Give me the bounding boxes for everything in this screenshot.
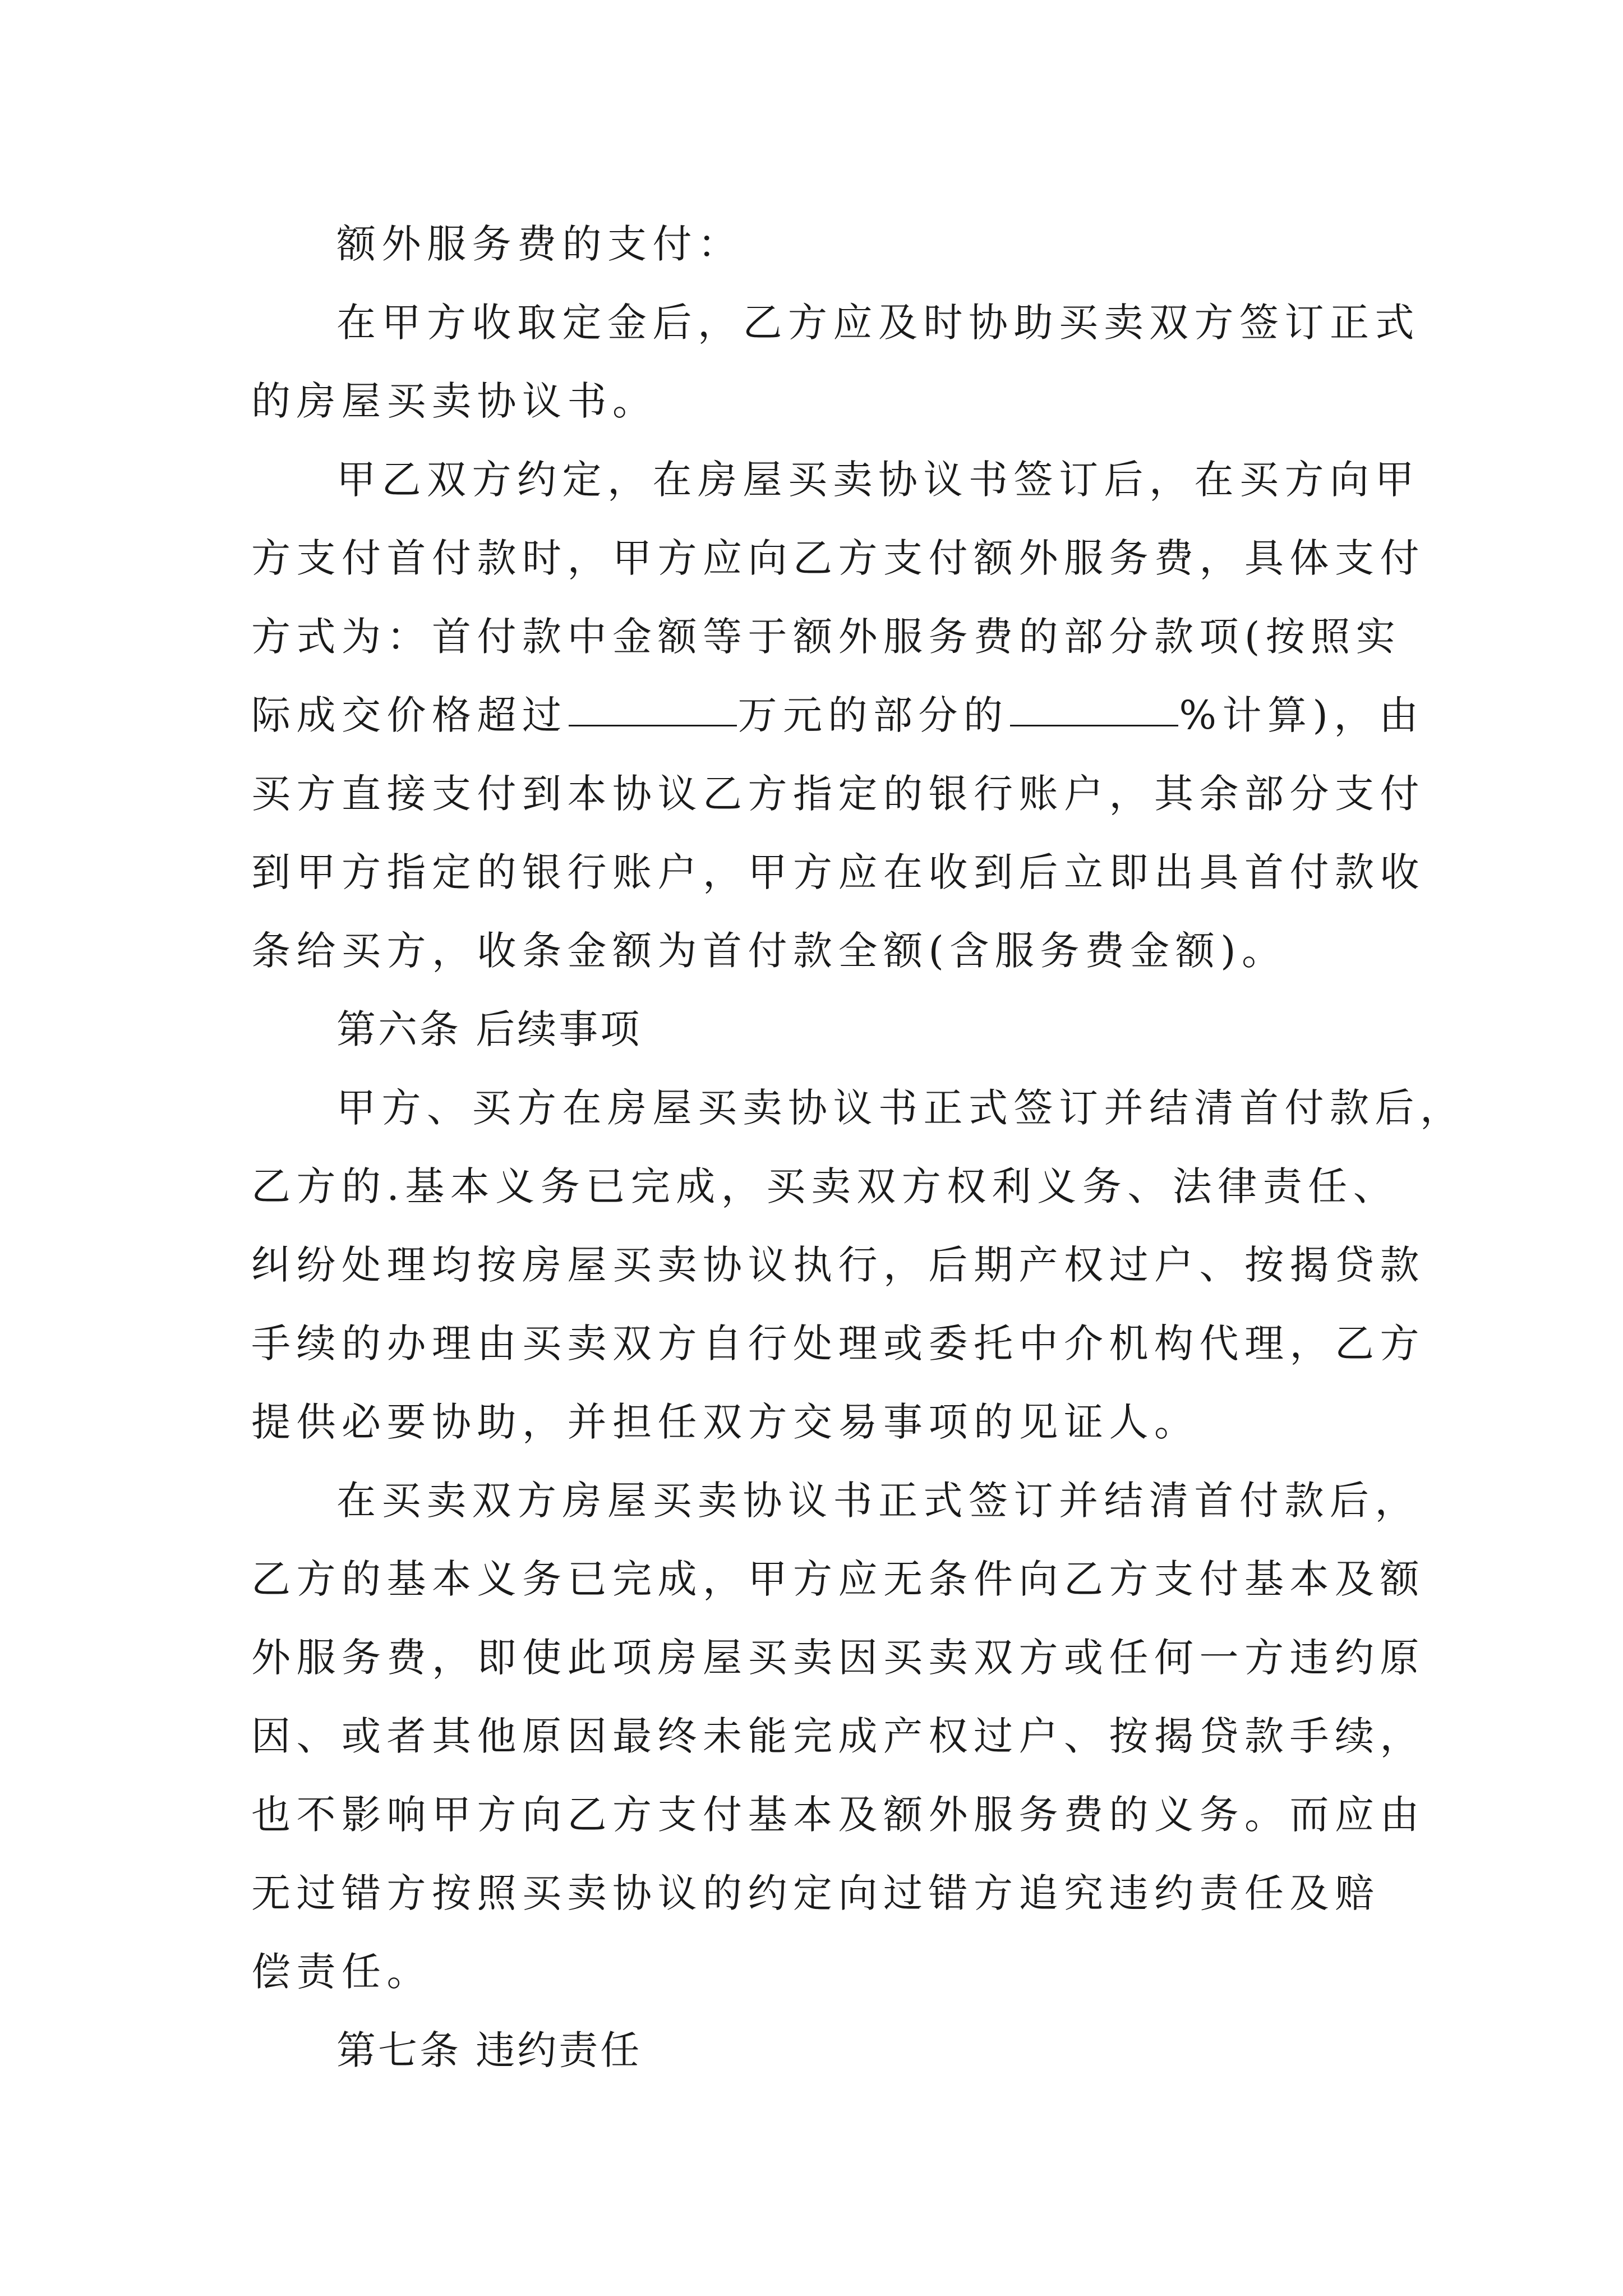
- fill-in-blank-percent: [1010, 724, 1178, 726]
- paragraph-line: 甲乙双方约定，在房屋买卖协议书签订后，在买方向甲: [336, 457, 1420, 503]
- paragraph-line: 乙方的基本义务已完成，甲方应无条件向乙方支付基本及额: [251, 1556, 1425, 1602]
- article-heading: 第六条 后续事项: [336, 1006, 642, 1052]
- paragraph-line: 手续的办理由买卖双方自行处理或委托中介机构代理，乙方: [251, 1320, 1425, 1366]
- line-text: 万元的部分的: [737, 692, 1009, 738]
- paragraph-line: 乙方的.基本义务已完成，买卖双方权利义务、法律责任、: [251, 1163, 1399, 1209]
- paragraph-line: 额外服务费的支付：: [336, 221, 743, 267]
- paragraph-line: 在买卖双方房屋买卖协议书正式签订并结清首付款后，: [336, 1478, 1420, 1524]
- paragraph-line: 无过错方按照买卖协议的约定向过错方追究违约责任及赔: [251, 1870, 1380, 1916]
- paragraph-line-with-blanks: [251, 676, 1424, 754]
- paragraph-line: 偿责任。: [251, 1949, 432, 1995]
- fill-in-blank-amount: [569, 724, 737, 726]
- paragraph-line: 在甲方收取定金后，乙方应及时协助买卖双方签订正式: [336, 300, 1420, 346]
- line-text: 际成交价格超过: [251, 692, 568, 738]
- paragraph-line: 纠纷处理均按房屋买卖协议执行，后期产权过户、按揭贷款: [251, 1242, 1425, 1288]
- paragraph-line: 方支付首付款时，甲方应向乙方支付额外服务费，具体支付: [251, 535, 1425, 581]
- paragraph-line: 提供必要协助，并担任双方交易事项的见证人。: [251, 1399, 1200, 1445]
- paragraph-line: 甲方、买方在房屋买卖协议书正式签订并结清首付款后，: [336, 1085, 1465, 1131]
- paragraph-line: 买方直接支付到本协议乙方指定的银行账户，其余部分支付: [251, 771, 1425, 817]
- document-body: [251, 205, 1465, 2090]
- line-text: %计算)，由: [1179, 692, 1424, 738]
- paragraph-line: 条给买方，收条金额为首付款全额(含服务费金额)。: [251, 928, 1287, 974]
- paragraph-line: 因、或者其他原因最终未能完成产权过户、按揭贷款手续，: [251, 1713, 1425, 1759]
- paragraph-line: 到甲方指定的银行账户，甲方应在收到后立即出具首付款收: [251, 849, 1425, 895]
- article-heading: 第七条 违约责任: [336, 2027, 642, 2073]
- paragraph-line: 的房屋买卖协议书。: [251, 378, 658, 424]
- paragraph-line: 方式为：首付款中金额等于额外服务费的部分款项(按照实: [251, 614, 1401, 660]
- paragraph-line: 也不影响甲方向乙方支付基本及额外服务费的义务。而应由: [251, 1792, 1425, 1838]
- paragraph-line: 外服务费，即使此项房屋买卖因买卖双方或任何一方违约原: [251, 1635, 1425, 1681]
